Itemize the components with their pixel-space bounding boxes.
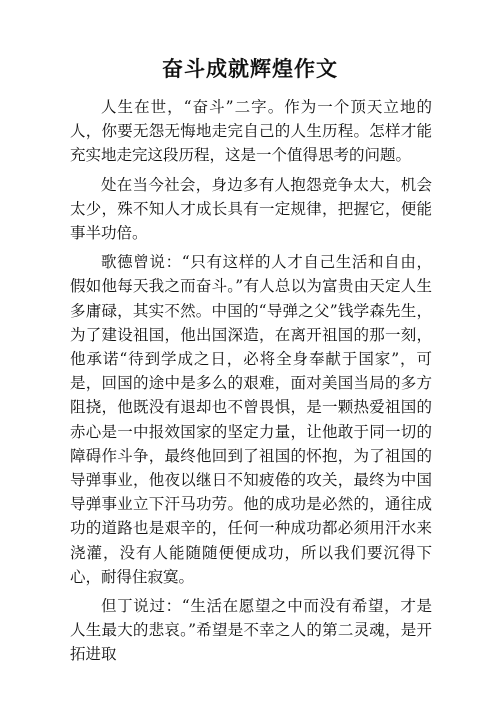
paragraph-1: 人生在世，“奋斗”二字。作为一个顶天立地的人，你要无怨无悔地走完自己的人生历程。怎样才能充实地走完这段历程，这是一个值得思考的问题。 xyxy=(70,98,432,165)
paragraph-4: 但丁说过：“生活在愿望之中而没有希望，才是人生最大的悲哀。”希望是不幸之人的第二灵魂，是开拓进取 xyxy=(70,597,432,664)
document-title: 奋斗成就辉煌作文 xyxy=(162,57,338,81)
paragraph-3: 歌德曾说：“只有这样的人才自己生活和自由，假如他每天我之而奋斗。”有人总以为富贵由天定人生多庸碌，其实不然。中国的“导弹之父”钱学森先生，为了建设祖国，他出国深造，在离开祖国的那一刻，他承诺“待到学成之日，必将全身奉献于国家”，可是，回国的途中是多么的艰难，面对美国当局的多方阻挠，他既没有退却也不曾畏惧，是一颗热爱祖国的赤心是一中报效国家的坚定力量，让他敢于同一切的障碍作斗争，最终他回到了祖国的怀抱，为了祖国的导弹事业，他夜以继日不知疲倦的攻关，最终为中国导弹事业立下汗马功劳。他的成功是必然的，通往成功的道路也是艰辛的，任何一种成功都必须用汗水来浇灌，没有人能随随便便成功，所以我们要沉得下心，耐得住寂寞。 xyxy=(70,253,432,586)
paragraph-2: 处在当今社会，身边多有人抱怨竞争太大，机会太少，殊不知人才成长具有一定规律，把握它，便能事半功倍。 xyxy=(70,175,432,243)
document-body xyxy=(70,95,432,672)
